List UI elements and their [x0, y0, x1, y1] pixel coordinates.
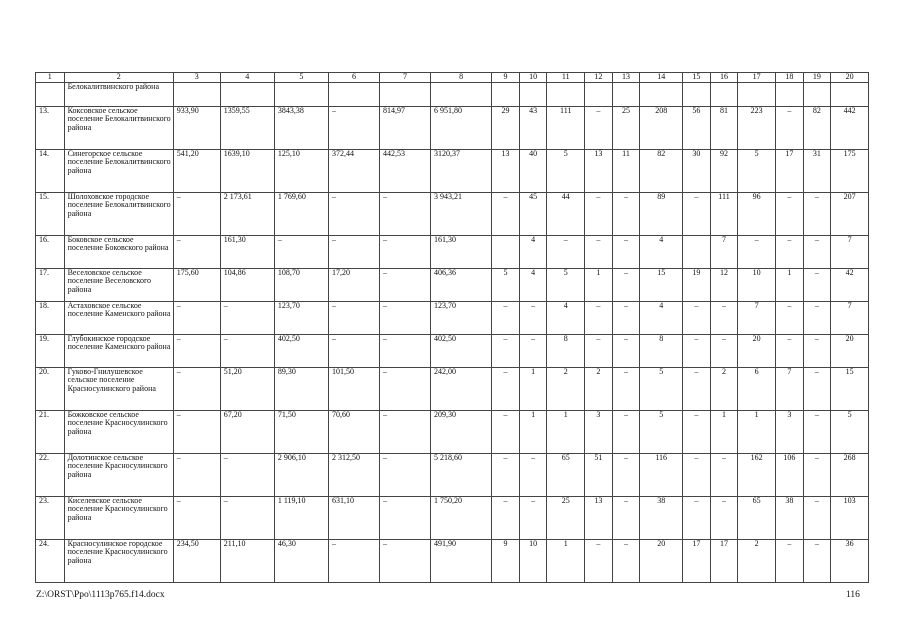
value-cell: –	[803, 496, 831, 539]
row-number-cell: 20.	[36, 367, 65, 410]
value-cell: –	[803, 235, 831, 268]
value-cell: –	[738, 235, 776, 268]
row-number-cell: 21.	[36, 410, 65, 453]
value-cell: 6 951,80	[431, 106, 492, 149]
value-cell: 161,30	[220, 235, 274, 268]
column-number-cell: 4	[220, 73, 274, 83]
value-cell: 12	[710, 268, 738, 301]
value-cell: 7	[831, 235, 869, 268]
value-cell: 1	[547, 539, 585, 582]
value-cell: –	[710, 496, 738, 539]
column-number-row	[36, 73, 869, 83]
value-cell	[683, 82, 711, 106]
value-cell: 1 119,10	[274, 496, 328, 539]
value-cell: –	[519, 453, 547, 496]
settlement-name-cell: Киселевское сельское поселение Красносулинского района	[64, 496, 173, 539]
settlement-name-cell: Глубокинское городское поселение Каменского района	[64, 334, 173, 367]
value-cell: –	[173, 235, 220, 268]
settlement-name-cell: Астаховское сельское поселение Каменского района	[64, 301, 173, 334]
value-cell: 6	[738, 367, 776, 410]
value-cell: –	[803, 367, 831, 410]
value-cell: –	[683, 453, 711, 496]
value-cell: 10	[738, 268, 776, 301]
value-cell: –	[803, 334, 831, 367]
value-cell: 7	[776, 367, 804, 410]
value-cell	[519, 82, 547, 106]
value-cell: –	[379, 496, 430, 539]
column-number-cell: 16	[710, 73, 738, 83]
value-cell: 1	[519, 367, 547, 410]
value-cell: –	[803, 539, 831, 582]
value-cell: 4	[640, 235, 683, 268]
value-cell: 104,86	[220, 268, 274, 301]
value-cell: 51,20	[220, 367, 274, 410]
value-cell: 1639,10	[220, 149, 274, 192]
value-cell: 4	[519, 268, 547, 301]
row-number-cell: 15.	[36, 192, 65, 235]
value-cell: 65	[547, 453, 585, 496]
value-cell: 3	[776, 410, 804, 453]
value-cell	[492, 82, 520, 106]
value-cell	[831, 82, 869, 106]
value-cell: 402,50	[274, 334, 328, 367]
value-cell: –	[328, 192, 379, 235]
value-cell: –	[379, 539, 430, 582]
value-cell	[379, 82, 430, 106]
value-cell: –	[710, 334, 738, 367]
value-cell: 123,70	[274, 301, 328, 334]
value-cell: –	[519, 334, 547, 367]
table-row	[36, 453, 869, 496]
value-cell: 17	[710, 539, 738, 582]
value-cell: 1	[547, 410, 585, 453]
value-cell: –	[173, 410, 220, 453]
settlement-name-cell: Белокалитвинского района	[64, 82, 173, 106]
value-cell: –	[379, 453, 430, 496]
value-cell	[173, 82, 220, 106]
value-cell: –	[612, 496, 640, 539]
value-cell: 3843,38	[274, 106, 328, 149]
value-cell	[776, 82, 804, 106]
value-cell	[710, 82, 738, 106]
value-cell: 111	[710, 192, 738, 235]
value-cell	[547, 82, 585, 106]
value-cell: 17	[683, 539, 711, 582]
value-cell: 5 218,60	[431, 453, 492, 496]
value-cell: –	[173, 367, 220, 410]
footer-page-number: 116	[846, 590, 860, 600]
value-cell: –	[776, 301, 804, 334]
value-cell: 1359,55	[220, 106, 274, 149]
footer-file-path: Z:\ORST\Ppo\1113p765.f14.docx	[36, 590, 165, 600]
table-row	[36, 539, 869, 582]
row-number-cell: 23.	[36, 496, 65, 539]
column-number-cell: 1	[36, 73, 65, 83]
value-cell: 162	[738, 453, 776, 496]
value-cell: –	[519, 301, 547, 334]
column-number-cell: 10	[519, 73, 547, 83]
value-cell: –	[612, 367, 640, 410]
value-cell: 2	[738, 539, 776, 582]
value-cell: –	[612, 268, 640, 301]
row-number-cell: 24.	[36, 539, 65, 582]
value-cell: –	[612, 192, 640, 235]
settlement-name-cell: Боковское сельское поселение Боковского района	[64, 235, 173, 268]
value-cell: 40	[519, 149, 547, 192]
value-cell: –	[173, 453, 220, 496]
value-cell: 5	[738, 149, 776, 192]
value-cell: 5	[831, 410, 869, 453]
value-cell	[431, 82, 492, 106]
value-cell	[612, 82, 640, 106]
value-cell: –	[585, 192, 613, 235]
value-cell: 442	[831, 106, 869, 149]
value-cell: 20	[831, 334, 869, 367]
value-cell: –	[710, 453, 738, 496]
value-cell: 101,50	[328, 367, 379, 410]
value-cell	[492, 235, 520, 268]
value-cell: –	[683, 410, 711, 453]
column-number-cell: 14	[640, 73, 683, 83]
column-number-cell: 17	[738, 73, 776, 83]
value-cell: –	[683, 496, 711, 539]
value-cell: –	[585, 334, 613, 367]
value-cell: 42	[831, 268, 869, 301]
column-number-cell: 19	[803, 73, 831, 83]
value-cell: –	[710, 301, 738, 334]
value-cell: 442,53	[379, 149, 430, 192]
value-cell: 36	[831, 539, 869, 582]
value-cell: 29	[492, 106, 520, 149]
value-cell	[220, 82, 274, 106]
value-cell: 111	[547, 106, 585, 149]
value-cell: –	[379, 367, 430, 410]
value-cell: –	[683, 334, 711, 367]
value-cell: –	[612, 235, 640, 268]
table-row	[36, 410, 869, 453]
value-cell: 51	[585, 453, 613, 496]
value-cell: 5	[547, 268, 585, 301]
value-cell: –	[492, 367, 520, 410]
column-number-cell: 13	[612, 73, 640, 83]
value-cell: 208	[640, 106, 683, 149]
value-cell: 13	[492, 149, 520, 192]
value-cell: 1 769,60	[274, 192, 328, 235]
value-cell: 402,50	[431, 334, 492, 367]
value-cell	[274, 82, 328, 106]
value-cell: 71,50	[274, 410, 328, 453]
value-cell	[803, 82, 831, 106]
value-cell: 3120,37	[431, 149, 492, 192]
value-cell: 1	[585, 268, 613, 301]
value-cell: –	[379, 410, 430, 453]
table-row	[36, 192, 869, 235]
row-number-cell: 16.	[36, 235, 65, 268]
row-number-cell: 22.	[36, 453, 65, 496]
value-cell: 1	[738, 410, 776, 453]
value-cell: 89,30	[274, 367, 328, 410]
value-cell: 3	[585, 410, 613, 453]
value-cell: 234,50	[173, 539, 220, 582]
value-cell: –	[173, 192, 220, 235]
value-cell: 125,10	[274, 149, 328, 192]
value-cell: 2 173,61	[220, 192, 274, 235]
value-cell: –	[220, 301, 274, 334]
value-cell: –	[379, 301, 430, 334]
value-cell: 1	[776, 268, 804, 301]
value-cell: –	[803, 301, 831, 334]
value-cell: –	[492, 334, 520, 367]
value-cell: –	[379, 192, 430, 235]
value-cell: 2	[585, 367, 613, 410]
value-cell: 116	[640, 453, 683, 496]
value-cell	[585, 82, 613, 106]
value-cell: 2 906,10	[274, 453, 328, 496]
value-cell: 19	[683, 268, 711, 301]
value-cell: –	[585, 301, 613, 334]
value-cell: –	[220, 334, 274, 367]
column-number-cell: 7	[379, 73, 430, 83]
value-cell: 2	[547, 367, 585, 410]
column-number-cell: 20	[831, 73, 869, 83]
value-cell: –	[492, 192, 520, 235]
column-number-cell: 8	[431, 73, 492, 83]
value-cell: 406,36	[431, 268, 492, 301]
value-cell: –	[585, 106, 613, 149]
table-row	[36, 82, 869, 106]
value-cell: –	[803, 192, 831, 235]
value-cell	[683, 235, 711, 268]
value-cell: 7	[710, 235, 738, 268]
value-cell: 43	[519, 106, 547, 149]
value-cell: –	[220, 453, 274, 496]
value-cell: 92	[710, 149, 738, 192]
column-number-cell: 18	[776, 73, 804, 83]
value-cell: 2 312,50	[328, 453, 379, 496]
value-cell	[640, 82, 683, 106]
table-row	[36, 149, 869, 192]
settlement-name-cell: Красносулинское городское поселение Красносулинского района	[64, 539, 173, 582]
value-cell: 4	[640, 301, 683, 334]
value-cell: 9	[492, 539, 520, 582]
table-row	[36, 268, 869, 301]
value-cell: –	[776, 106, 804, 149]
column-number-cell: 2	[64, 73, 173, 83]
value-cell: –	[328, 106, 379, 149]
value-cell: 541,20	[173, 149, 220, 192]
value-cell: –	[547, 235, 585, 268]
value-cell: 31	[803, 149, 831, 192]
value-cell: 1 750,20	[431, 496, 492, 539]
column-number-cell: 9	[492, 73, 520, 83]
settlement-name-cell: Шолоховское городское поселение Белокалитвинского района	[64, 192, 173, 235]
value-cell	[738, 82, 776, 106]
value-cell: 268	[831, 453, 869, 496]
value-cell: 82	[640, 149, 683, 192]
value-cell: 56	[683, 106, 711, 149]
value-cell: 123,70	[431, 301, 492, 334]
value-cell: 211,10	[220, 539, 274, 582]
value-cell: –	[379, 268, 430, 301]
value-cell: 2	[710, 367, 738, 410]
value-cell: 13	[585, 496, 613, 539]
value-cell: 5	[640, 367, 683, 410]
value-cell: –	[173, 301, 220, 334]
value-cell: –	[683, 367, 711, 410]
value-cell: 15	[831, 367, 869, 410]
value-cell: 5	[492, 268, 520, 301]
value-cell: –	[776, 334, 804, 367]
value-cell: 1	[710, 410, 738, 453]
value-cell: –	[173, 334, 220, 367]
value-cell: 20	[640, 539, 683, 582]
value-cell: 933,90	[173, 106, 220, 149]
column-number-cell: 12	[585, 73, 613, 83]
value-cell: –	[612, 539, 640, 582]
settlement-name-cell: Коксовское сельское поселение Белокалитвинского района	[64, 106, 173, 149]
column-number-cell: 15	[683, 73, 711, 83]
value-cell: –	[492, 301, 520, 334]
value-cell: –	[612, 410, 640, 453]
value-cell: –	[328, 539, 379, 582]
value-cell: 491,90	[431, 539, 492, 582]
value-cell: 8	[640, 334, 683, 367]
table-row	[36, 367, 869, 410]
value-cell: –	[776, 539, 804, 582]
value-cell: 25	[612, 106, 640, 149]
value-cell: 5	[640, 410, 683, 453]
value-cell: 13	[585, 149, 613, 192]
value-cell: –	[683, 192, 711, 235]
value-cell: –	[379, 334, 430, 367]
value-cell: 4	[547, 301, 585, 334]
value-cell: 8	[547, 334, 585, 367]
value-cell: –	[776, 192, 804, 235]
value-cell: 45	[519, 192, 547, 235]
value-cell: –	[492, 496, 520, 539]
settlement-name-cell: Гуково-Гнилушевское сельское поселение Красносулинского района	[64, 367, 173, 410]
settlement-name-cell: Долотинское сельское поселение Красносулинского района	[64, 453, 173, 496]
value-cell: 106	[776, 453, 804, 496]
value-cell: 38	[776, 496, 804, 539]
value-cell: 20	[738, 334, 776, 367]
value-cell: –	[274, 235, 328, 268]
value-cell: 70,60	[328, 410, 379, 453]
value-cell: –	[585, 539, 613, 582]
table-row	[36, 334, 869, 367]
value-cell: 7	[831, 301, 869, 334]
value-cell: –	[328, 334, 379, 367]
value-cell: 175,60	[173, 268, 220, 301]
value-cell	[328, 82, 379, 106]
value-cell: –	[612, 453, 640, 496]
value-cell: 5	[547, 149, 585, 192]
value-cell: –	[173, 496, 220, 539]
value-cell: –	[612, 301, 640, 334]
value-cell: –	[683, 301, 711, 334]
value-cell: 96	[738, 192, 776, 235]
value-cell: 17	[776, 149, 804, 192]
value-cell: –	[519, 496, 547, 539]
column-number-cell: 5	[274, 73, 328, 83]
value-cell: –	[776, 235, 804, 268]
value-cell: 65	[738, 496, 776, 539]
value-cell: 631,10	[328, 496, 379, 539]
value-cell: –	[803, 410, 831, 453]
value-cell: 7	[738, 301, 776, 334]
value-cell: 814,97	[379, 106, 430, 149]
value-cell: 209,30	[431, 410, 492, 453]
value-cell: 175	[831, 149, 869, 192]
row-number-cell	[36, 82, 65, 106]
settlement-name-cell: Божковское сельское поселение Красносулинского района	[64, 410, 173, 453]
value-cell: –	[803, 453, 831, 496]
table-row	[36, 106, 869, 149]
value-cell: 108,70	[274, 268, 328, 301]
value-cell: 67,20	[220, 410, 274, 453]
value-cell: 15	[640, 268, 683, 301]
value-cell: 1	[519, 410, 547, 453]
value-cell: 207	[831, 192, 869, 235]
row-number-cell: 17.	[36, 268, 65, 301]
value-cell: –	[220, 496, 274, 539]
value-cell: 3 943,21	[431, 192, 492, 235]
value-cell: –	[379, 235, 430, 268]
value-cell: –	[492, 453, 520, 496]
value-cell: 81	[710, 106, 738, 149]
value-cell: 44	[547, 192, 585, 235]
row-number-cell: 19.	[36, 334, 65, 367]
row-number-cell: 14.	[36, 149, 65, 192]
value-cell: –	[328, 301, 379, 334]
value-cell: 38	[640, 496, 683, 539]
value-cell: 161,30	[431, 235, 492, 268]
column-number-cell: 11	[547, 73, 585, 83]
value-cell: –	[328, 235, 379, 268]
value-cell: 89	[640, 192, 683, 235]
value-cell: 242,00	[431, 367, 492, 410]
value-cell: 11	[612, 149, 640, 192]
value-cell: 46,30	[274, 539, 328, 582]
value-cell: 372,44	[328, 149, 379, 192]
value-cell: –	[803, 268, 831, 301]
column-number-cell: 3	[173, 73, 220, 83]
column-number-cell: 6	[328, 73, 379, 83]
data-table	[35, 72, 869, 583]
value-cell: 17,20	[328, 268, 379, 301]
table-row	[36, 235, 869, 268]
value-cell: 25	[547, 496, 585, 539]
row-number-cell: 18.	[36, 301, 65, 334]
value-cell: –	[612, 334, 640, 367]
table-row	[36, 496, 869, 539]
value-cell: 10	[519, 539, 547, 582]
value-cell: –	[585, 235, 613, 268]
value-cell: 82	[803, 106, 831, 149]
settlement-name-cell: Веселовское сельское поселение Веселовского района	[64, 268, 173, 301]
value-cell: 103	[831, 496, 869, 539]
settlement-name-cell: Синегорское сельское поселение Белокалитвинского района	[64, 149, 173, 192]
document-table-container	[35, 72, 869, 583]
value-cell: 223	[738, 106, 776, 149]
value-cell: –	[492, 410, 520, 453]
row-number-cell: 13.	[36, 106, 65, 149]
value-cell: 30	[683, 149, 711, 192]
table-row	[36, 301, 869, 334]
value-cell: 4	[519, 235, 547, 268]
